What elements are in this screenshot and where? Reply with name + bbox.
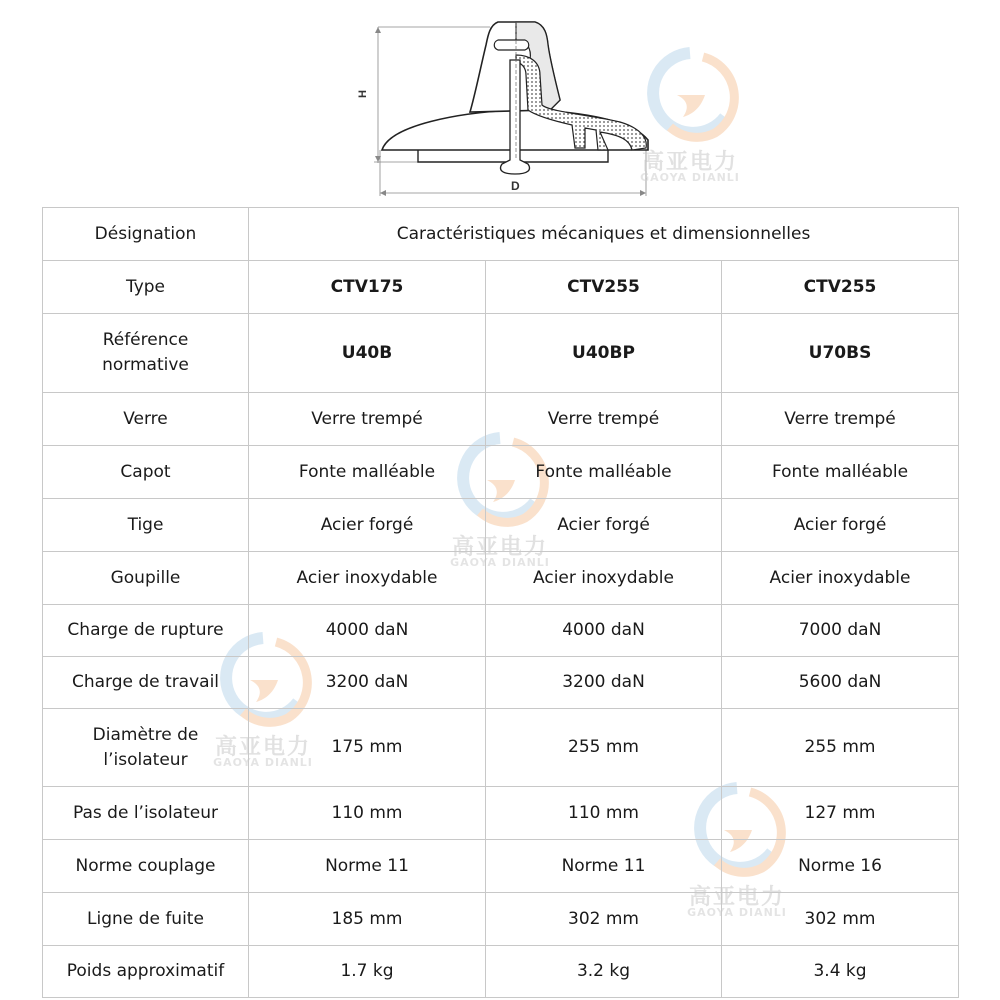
row-label: Tige <box>43 499 249 552</box>
cell-value: 5600 daN <box>722 657 959 709</box>
designation-header: Désignation <box>43 208 249 261</box>
cell-value: U40B <box>249 314 486 393</box>
cell-value: Norme 16 <box>722 840 959 893</box>
cell-value: Fonte malléable <box>249 446 486 499</box>
cell-value: Acier forgé <box>486 499 722 552</box>
cell-value: Fonte malléable <box>722 446 959 499</box>
table-row <box>43 657 959 709</box>
cell-value: 255 mm <box>722 709 959 787</box>
cell-value: Acier inoxydable <box>249 552 486 605</box>
cell-value: CTV255 <box>722 261 959 314</box>
cell-value: Acier forgé <box>249 499 486 552</box>
watermark-logo: 高亚电力 GAOYA DIANLI <box>672 780 802 920</box>
row-label: Diamètre de l’isolateur <box>43 709 249 787</box>
watermark-logo: 高亚电力 GAOYA DIANLI <box>435 430 565 570</box>
row-label: Référence normative <box>43 314 249 393</box>
cell-value: Verre trempé <box>722 393 959 446</box>
specification-table <box>42 207 959 998</box>
cell-value: 3200 daN <box>249 657 486 709</box>
cell-value: 7000 daN <box>722 605 959 657</box>
row-label: Capot <box>43 446 249 499</box>
table-header-row <box>43 208 959 261</box>
cell-value: 127 mm <box>722 787 959 840</box>
table-row <box>43 787 959 840</box>
row-label: Charge de travail <box>43 657 249 709</box>
cell-value: 3200 daN <box>486 657 722 709</box>
cell-value: 4000 daN <box>486 605 722 657</box>
table-row <box>43 314 959 393</box>
table-row <box>43 499 959 552</box>
cell-value: 175 mm <box>249 709 486 787</box>
height-label: H <box>357 90 369 98</box>
row-label: Charge de rupture <box>43 605 249 657</box>
row-label: Pas de l’isolateur <box>43 787 249 840</box>
cell-value: Acier inoxydable <box>486 552 722 605</box>
cell-value: 110 mm <box>486 787 722 840</box>
cell-value: Norme 11 <box>486 840 722 893</box>
row-label: Poids approximatif <box>43 946 249 998</box>
cell-value: 185 mm <box>249 893 486 946</box>
table-row <box>43 552 959 605</box>
row-label: Goupille <box>43 552 249 605</box>
row-label: Norme couplage <box>43 840 249 893</box>
watermark-logo: 高亚电力 GAOYA DIANLI <box>625 45 755 185</box>
table-row <box>43 393 959 446</box>
cell-value: 3.4 kg <box>722 946 959 998</box>
cell-value: Acier forgé <box>722 499 959 552</box>
cell-value: U40BP <box>486 314 722 393</box>
table-row <box>43 709 959 787</box>
cell-value: 302 mm <box>486 893 722 946</box>
cell-value: 110 mm <box>249 787 486 840</box>
cell-value: 255 mm <box>486 709 722 787</box>
cell-value: 4000 daN <box>249 605 486 657</box>
cell-value: Norme 11 <box>249 840 486 893</box>
insulator-drawing <box>350 0 650 205</box>
table-row <box>43 946 959 998</box>
cell-value: CTV175 <box>249 261 486 314</box>
table-row <box>43 446 959 499</box>
cell-value: 302 mm <box>722 893 959 946</box>
cell-value: Acier inoxydable <box>722 552 959 605</box>
diameter-label: D <box>511 179 520 193</box>
table-row <box>43 605 959 657</box>
row-label: Ligne de fuite <box>43 893 249 946</box>
cell-value: U70BS <box>722 314 959 393</box>
cell-value: Fonte malléable <box>486 446 722 499</box>
cell-value: Verre trempé <box>249 393 486 446</box>
cell-value: CTV255 <box>486 261 722 314</box>
table-row <box>43 893 959 946</box>
cell-value: 1.7 kg <box>249 946 486 998</box>
row-label: Type <box>43 261 249 314</box>
cell-value: 3.2 kg <box>486 946 722 998</box>
table-row <box>43 261 959 314</box>
row-label: Verre <box>43 393 249 446</box>
cell-value: Verre trempé <box>486 393 722 446</box>
characteristics-header: Caractéristiques mécaniques et dimensionnelles <box>249 208 959 261</box>
table-row <box>43 840 959 893</box>
watermark-logo: 高亚电力 GAOYA DIANLI <box>198 630 328 770</box>
